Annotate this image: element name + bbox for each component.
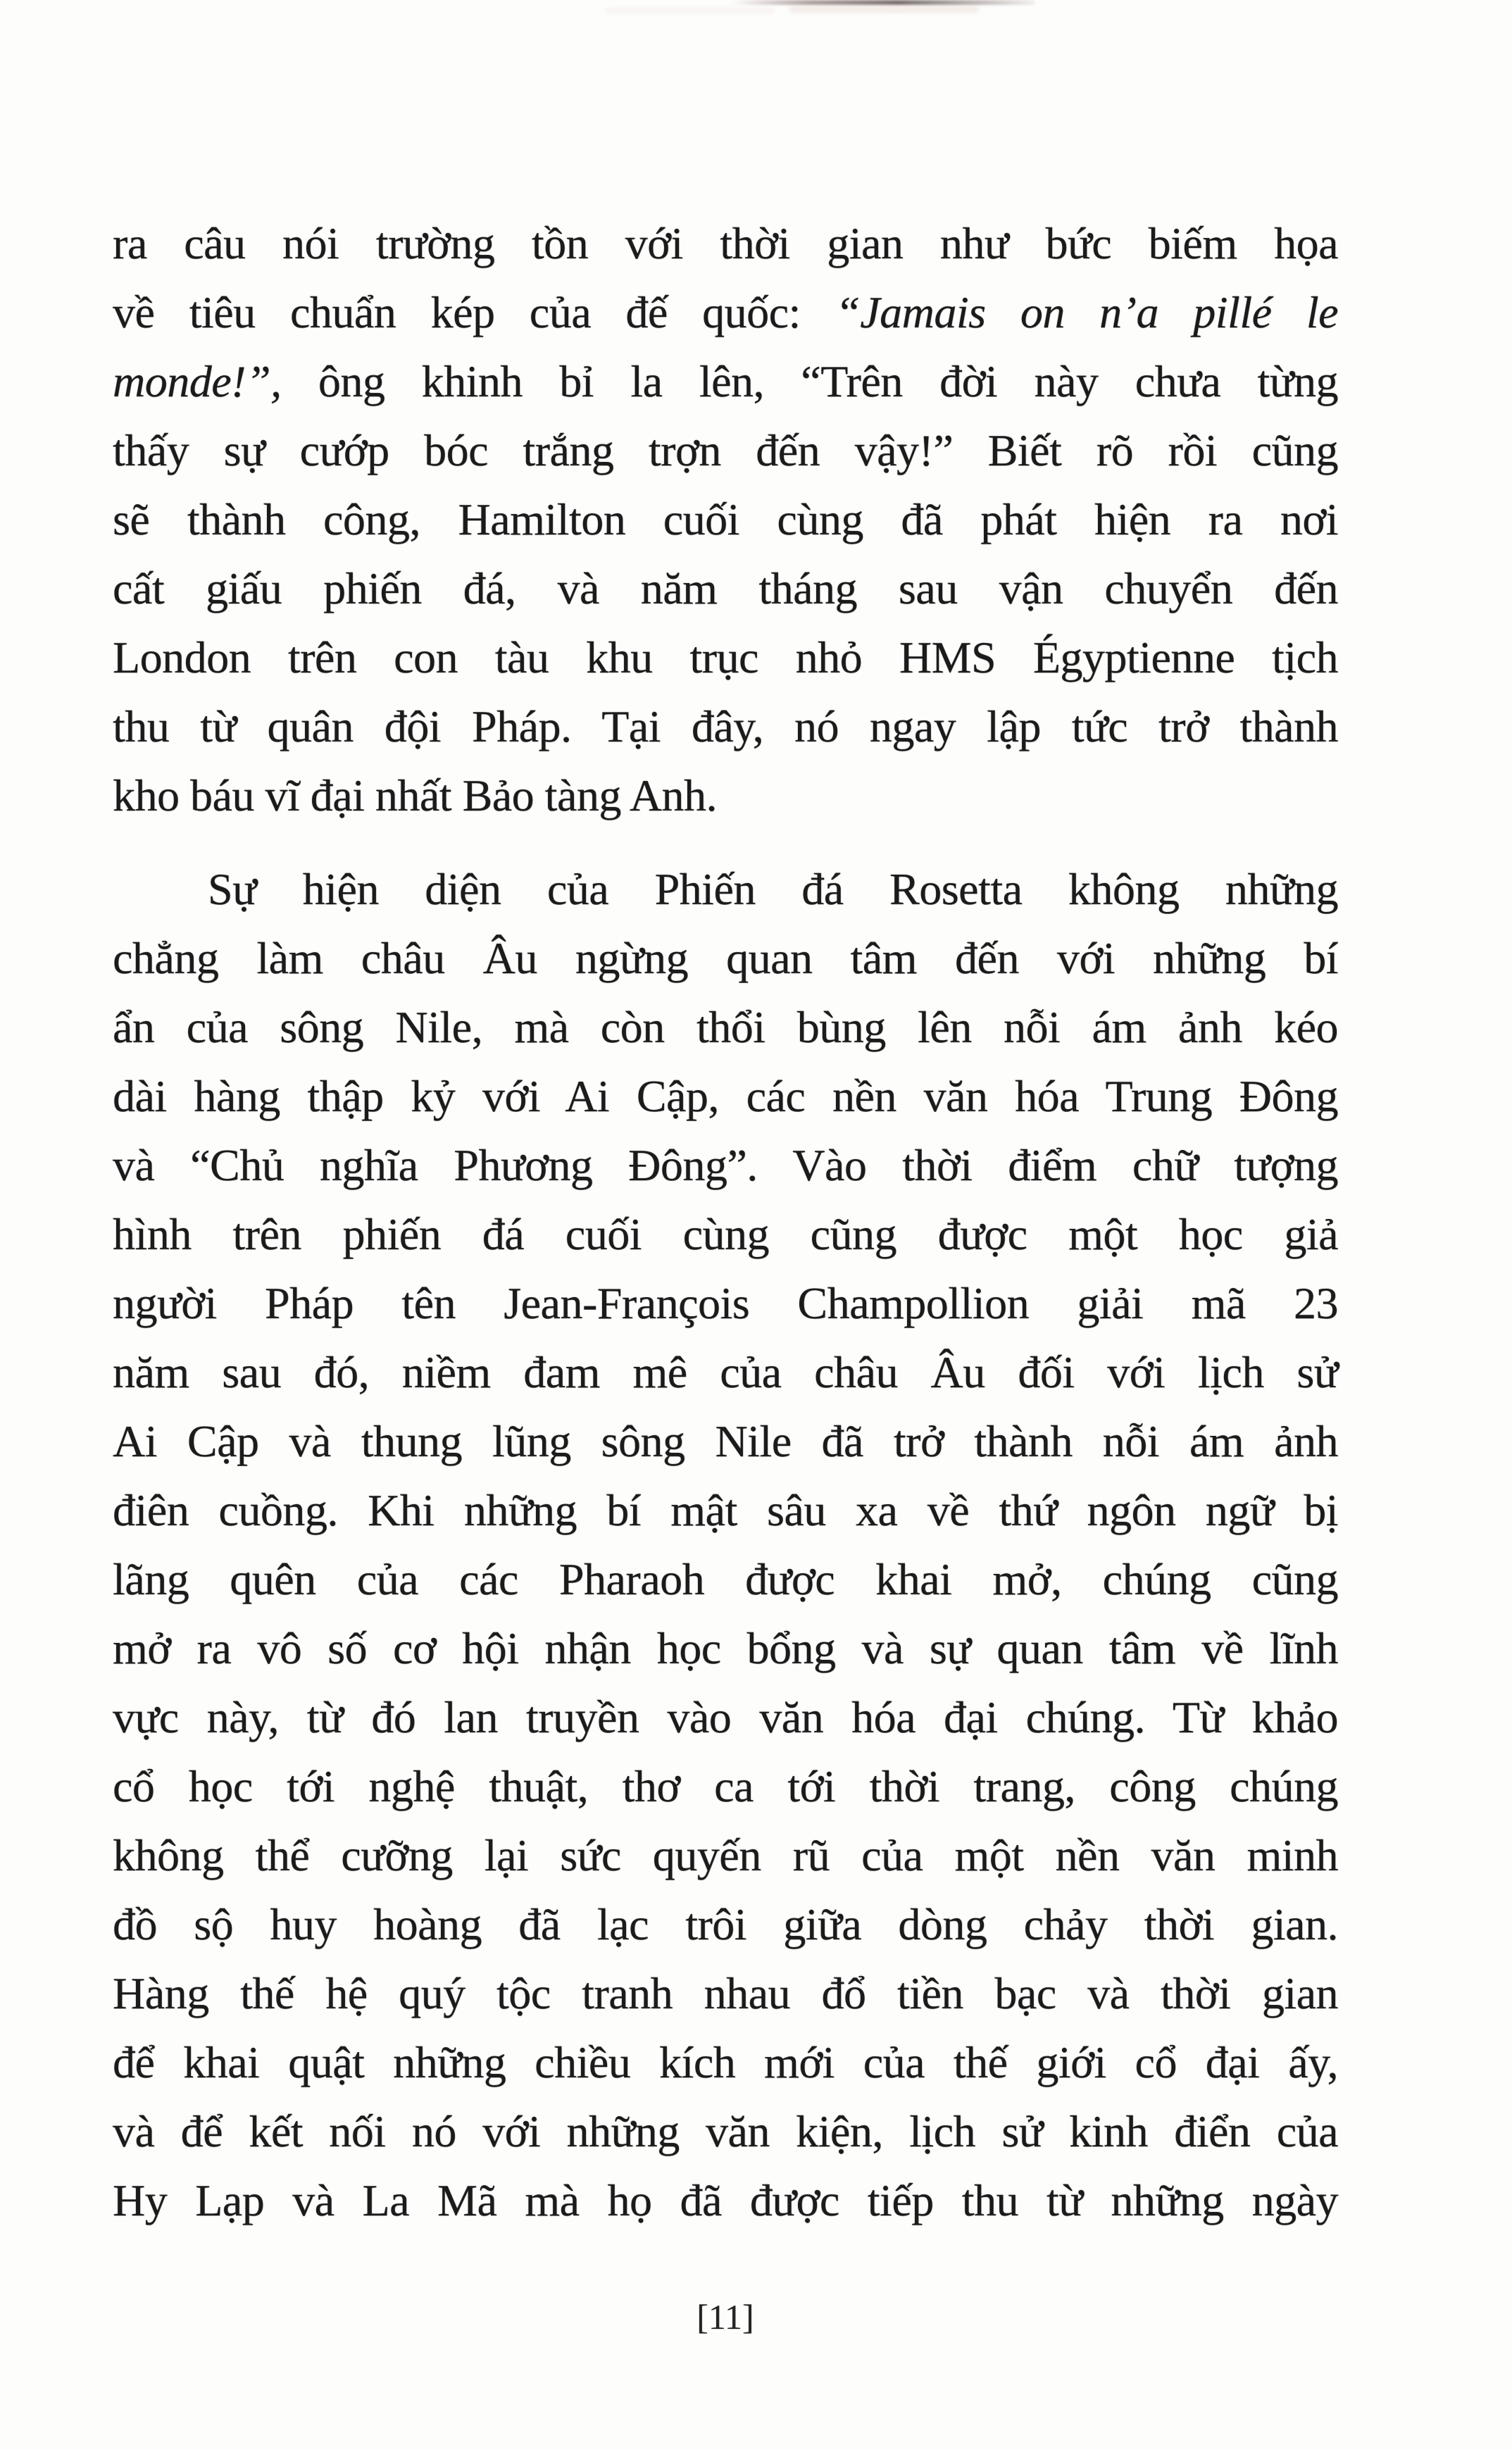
paragraph-2	[113, 855, 1338, 2235]
text-line: thu từ quân đội Pháp. Tại đây, nó ngay lập tức trở thành	[113, 701, 1338, 751]
text-line: lãng quên của các Pharaoh được khai mở, chúng cũng	[113, 1554, 1338, 1604]
text-line: để khai quật những chiều kích mới của thế giới cổ đại ấy,	[113, 2037, 1338, 2087]
french-quote-italic: “Jamais on n’a pillé le	[835, 287, 1339, 337]
text-fragment: về tiêu chuẩn kép của đế quốc:	[113, 287, 836, 337]
text-line: năm sau đó, niềm đam mê của châu Âu đối với lịch sử	[113, 1347, 1338, 1397]
text-line: Sự hiện diện của Phiến đá Rosetta không những	[208, 864, 1338, 914]
french-quote-italic: monde!”,	[113, 356, 282, 406]
text-line	[113, 347, 1338, 416]
text-line: không thể cưỡng lại sức quyến rũ của một nền văn minh	[113, 1830, 1338, 1880]
text-line: sẽ thành công, Hamilton cuối cùng đã phát hiện ra nơi	[113, 494, 1338, 544]
text-line: cổ học tới nghệ thuật, thơ ca tới thời trang, công chúng	[113, 1761, 1338, 1811]
text-line: người Pháp tên Jean-François Champollion giải mã 23	[113, 1278, 1338, 1328]
text-line: Hy Lạp và La Mã mà họ đã được tiếp thu từ những ngày	[113, 2175, 1338, 2225]
text-line: London trên con tàu khu trục nhỏ HMS Égyptienne tịch	[113, 632, 1338, 682]
text-line: mở ra vô số cơ hội nhận học bổng và sự quan tâm về lĩnh	[113, 1623, 1338, 1673]
text-line: hình trên phiến đá cuối cùng cũng được một học giả	[113, 1209, 1338, 1259]
scan-smudge-faint	[789, 6, 979, 13]
paragraph-1	[113, 209, 1338, 830]
text-line: ra câu nói trường tồn với thời gian như bức biếm họa	[113, 218, 1338, 268]
text-line: Hàng thế hệ quý tộc tranh nhau đổ tiền bạc và thời gian	[113, 1968, 1338, 2018]
text-fragment: ông khinh bỉ la lên, “Trên đời này chưa từng	[281, 356, 1338, 406]
text-line	[113, 278, 1338, 347]
text-line: cất giấu phiến đá, và năm tháng sau vận chuyển đến	[113, 563, 1338, 613]
text-line: điên cuồng. Khi những bí mật sâu xa về thứ ngôn ngữ bị	[113, 1485, 1338, 1535]
text-line: ẩn của sông Nile, mà còn thổi bùng lên nỗi ám ảnh kéo	[113, 1002, 1338, 1052]
text-line: thấy sự cướp bóc trắng trợn đến vậy!” Biết rõ rồi cũng	[113, 425, 1338, 475]
body-text	[113, 209, 1338, 2235]
text-line: đồ sộ huy hoàng đã lạc trôi giữa dòng chảy thời gian.	[113, 1899, 1338, 1949]
text-line: chẳng làm châu Âu ngừng quan tâm đến với những bí	[113, 933, 1338, 983]
text-line: và để kết nối nó với những văn kiện, lịch sử kinh điển của	[113, 2106, 1338, 2156]
text-line: Ai Cập và thung lũng sông Nile đã trở thành nỗi ám ảnh	[113, 1416, 1338, 1466]
text-line: vực này, từ đó lan truyền vào văn hóa đại chúng. Từ khảo	[113, 1692, 1338, 1742]
scan-smudge-top	[732, 0, 1035, 5]
scan-smudge-faint-2	[606, 8, 775, 13]
text-line: dài hàng thập kỷ với Ai Cập, các nền văn hóa Trung Đông	[113, 1071, 1338, 1121]
text-line: và “Chủ nghĩa Phương Đông”. Vào thời điểm chữ tượng	[113, 1140, 1338, 1190]
text-line: kho báu vĩ đại nhất Bảo tàng Anh.	[113, 770, 718, 820]
page-number: [11]	[696, 2297, 754, 2337]
